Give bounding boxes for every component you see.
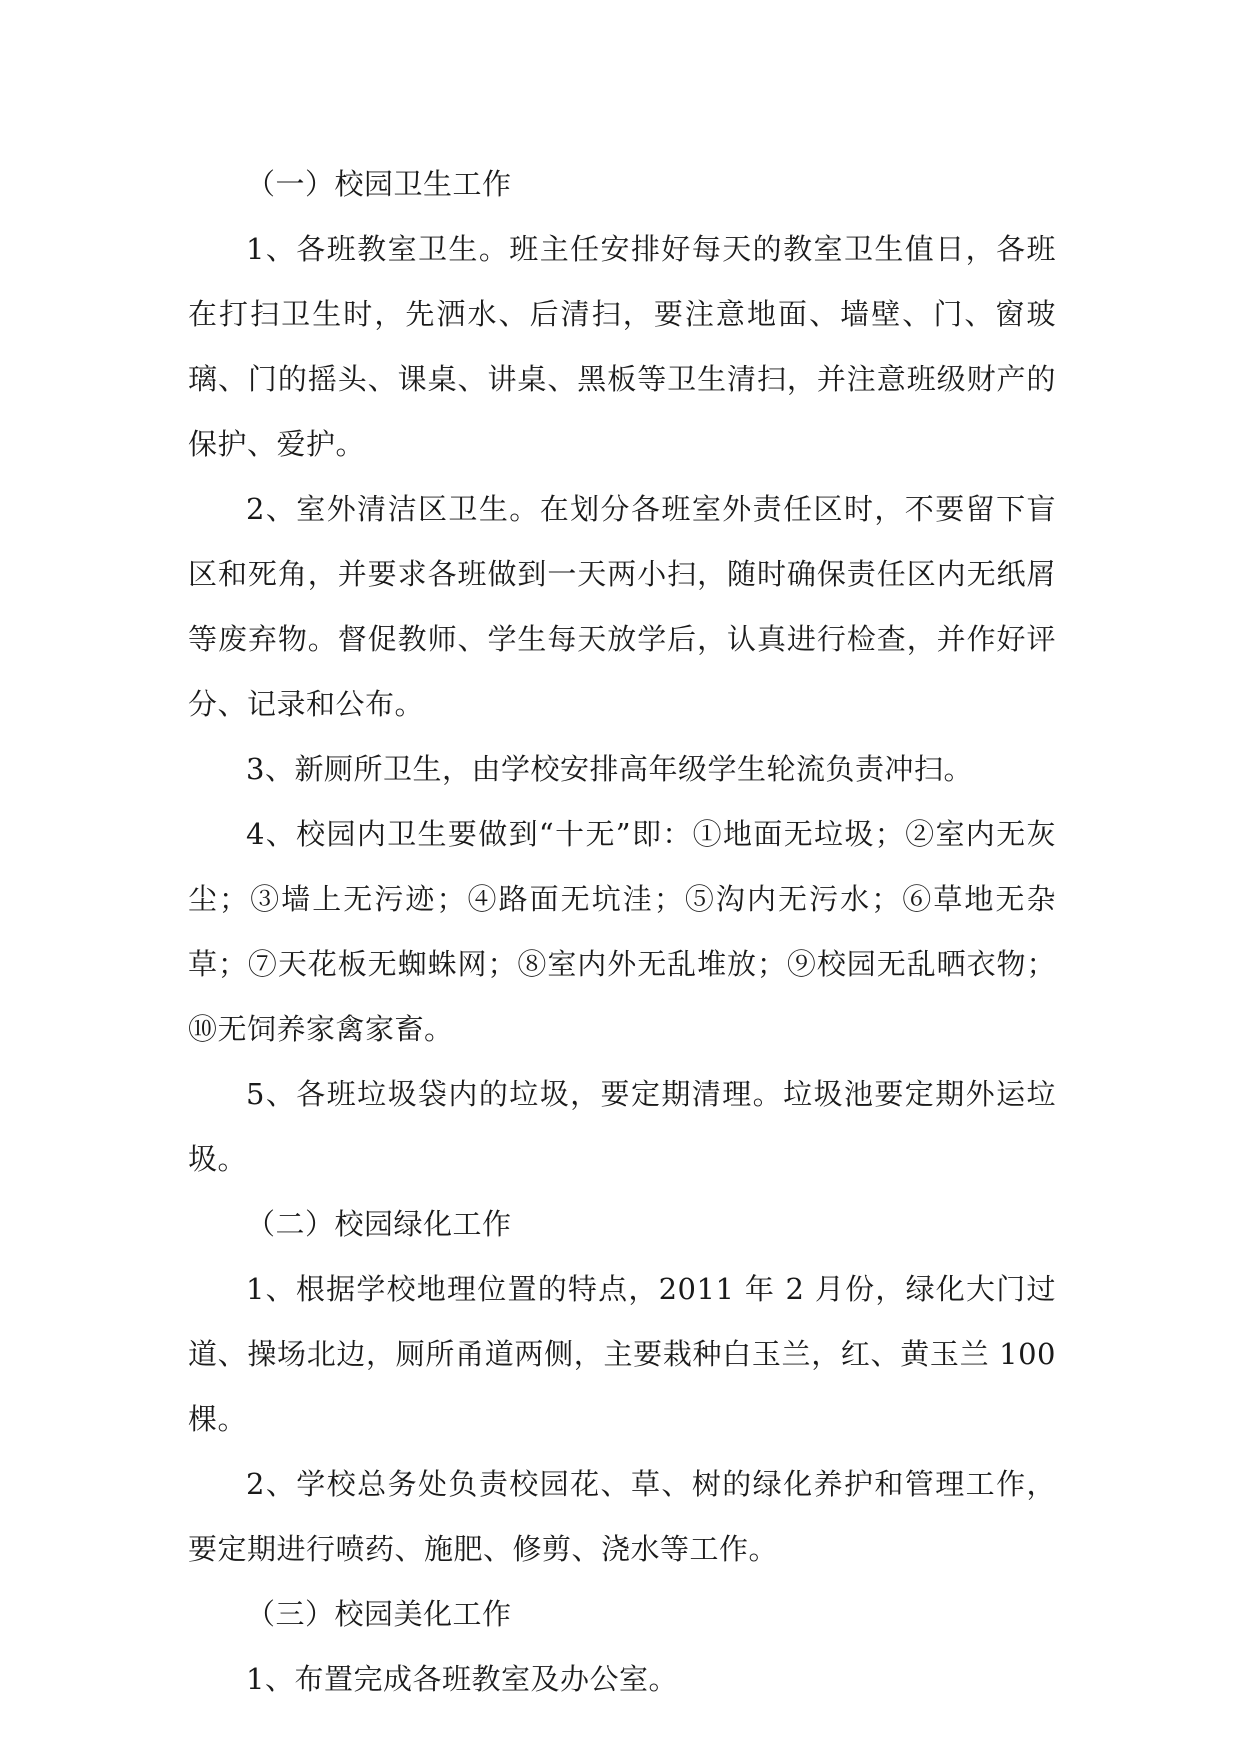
paragraph: 1、布置完成各班教室及办公室。 [246,1662,678,1696]
document-body [188,152,1056,1712]
paragraph: 3、新厕所卫生，由学校安排高年级学生轮流负责冲扫。 [246,752,973,786]
paragraph: 2、室外清洁区卫生。在划分各班室外责任区时，不要留下盲区和死角，并要求各班做到一天两小扫，随时确保责任区内无纸屑等废弃物。督促教师、学生每天放学后，认真进行检查，并作好评分、记录和公布。 [188,492,1056,721]
paragraph: 2、学校总务处负责校园花、草、树的绿化养护和管理工作，要定期进行喷药、施肥、修剪、浇水等工作。 [188,1467,1056,1566]
paragraph: 1、根据学校地理位置的特点，2011 年 2 月份，绿化大门过道、操场北边，厕所甬道两侧，主要栽种白玉兰，红、黄玉兰 100 棵。 [188,1272,1056,1436]
paragraph: 1、各班教室卫生。班主任安排好每天的教室卫生值日，各班在打扫卫生时，先洒水、后清扫，要注意地面、墙壁、门、窗玻璃、门的摇头、课桌、讲桌、黑板等卫生清扫，并注意班级财产的保护、爱护。 [188,232,1056,461]
paragraph: 4、校园内卫生要做到“十无”即：①地面无垃圾；②室内无灰尘；③墙上无污迹；④路面无坑洼；⑤沟内无污水；⑥草地无杂草；⑦天花板无蜘蛛网；⑧室内外无乱堆放；⑨校园无乱晒衣物；⑩无饲养家禽家畜。 [188,817,1056,1046]
paragraph: 5、各班垃圾袋内的垃圾，要定期清理。垃圾池要定期外运垃圾。 [188,1077,1056,1176]
section-heading: （三）校园美化工作 [246,1597,512,1631]
section-heading: （二）校园绿化工作 [246,1207,512,1241]
section-heading: （一）校园卫生工作 [246,167,512,201]
